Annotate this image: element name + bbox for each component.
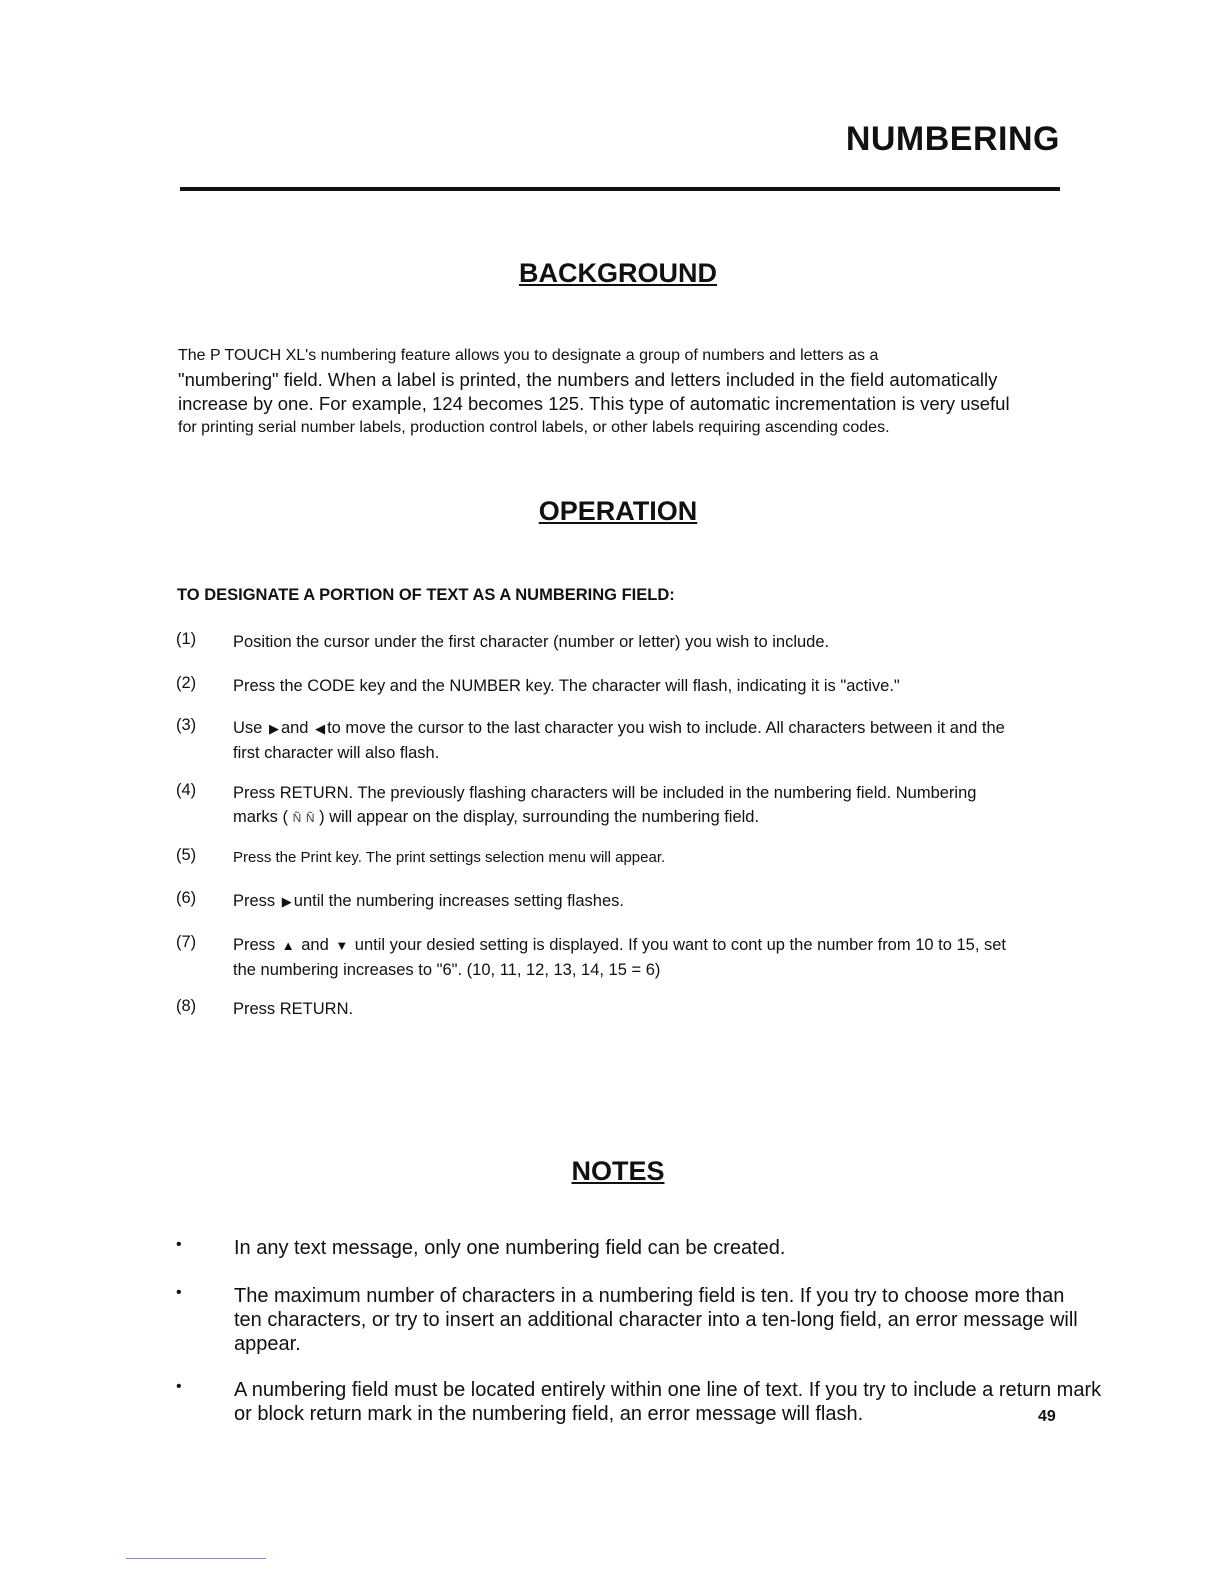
step-text-part: Press — [233, 936, 280, 954]
step-line: first character will also flash. — [233, 744, 440, 762]
note-line: or block return mark in the numbering field, an error message will flash. — [234, 1403, 864, 1425]
note-line: ten characters, or try to insert an additional character into a ten-long field, an error message will — [234, 1309, 1078, 1331]
operation-subheading: TO DESIGNATE A PORTION OF TEXT AS A NUMBERING FIELD: — [177, 586, 675, 604]
step-text — [233, 889, 1063, 914]
step-number: (6) — [176, 889, 197, 907]
background-paragraph — [178, 344, 1060, 440]
note-text — [234, 1284, 1078, 1356]
step-number: (2) — [176, 674, 197, 692]
step-text-part: until your desied setting is displayed. If you want to cont up the number from 10 to 15, set — [350, 936, 1007, 954]
step-number: (7) — [176, 933, 197, 951]
down-arrow-icon: ▼ — [335, 938, 349, 953]
step-text-part: marks ( — [233, 808, 293, 826]
operation-heading: OPERATION — [538, 496, 698, 526]
step-text-part: to move the cursor to the last character you wish to include. All characters between it and the — [327, 719, 1005, 737]
step-line — [233, 933, 1063, 958]
right-arrow-icon: ▶ — [281, 894, 292, 909]
step-text — [233, 846, 1063, 870]
step-number: (4) — [176, 781, 197, 799]
step-text-part: Press — [233, 892, 280, 910]
page-number: 49 — [1038, 1408, 1056, 1425]
step-text — [233, 997, 1063, 1021]
step-text-part: and — [280, 719, 314, 737]
title-rule — [180, 187, 1060, 191]
step-text — [233, 716, 1063, 765]
step-text-part: ) will appear on the display, surrounding the numbering field. — [314, 808, 760, 826]
numbering-mark-open-icon: Ñ — [292, 811, 302, 825]
step-line: the numbering increases to "6". (10, 11, 12, 13, 14, 15 = 6) — [233, 961, 661, 979]
step-text-part: Use — [233, 719, 267, 737]
step-line: Press RETURN. The previously flashing characters will be included in the numbering field. Numbering — [233, 784, 977, 802]
note-line: A numbering field must be located entirely within one line of text. If you try to include a return mark — [234, 1379, 1102, 1401]
bullet: • — [176, 1284, 182, 1301]
step-number: (1) — [176, 630, 197, 648]
step-line: Position the cursor under the first character (number or letter) you wish to include. — [233, 633, 830, 651]
paragraph-line: "numbering" field. When a label is printed, the numbers and letters included in the field automatically — [178, 369, 998, 390]
note-line: In any text message, only one numbering field can be created. — [234, 1237, 786, 1259]
step-text — [233, 781, 1063, 830]
step-text — [233, 674, 1063, 698]
left-arrow-icon: ◀ — [315, 721, 326, 736]
up-arrow-icon: ▲ — [281, 938, 295, 953]
step-number: (5) — [176, 846, 197, 864]
notes-heading: NOTES — [571, 1156, 665, 1186]
bullet: • — [176, 1378, 182, 1395]
step-number: (8) — [176, 997, 197, 1015]
step-line — [233, 805, 1063, 830]
paragraph-line: increase by one. For example, 124 becomes 125. This type of automatic incrementation is very useful — [178, 393, 1010, 414]
note-line: appear. — [234, 1333, 301, 1355]
step-text-part: until the numbering increases setting flashes. — [293, 892, 624, 910]
footer-rule — [126, 1558, 266, 1559]
step-line — [233, 889, 1063, 914]
page-title: NUMBERING — [845, 120, 1060, 158]
step-line: Press the CODE key and the NUMBER key. The character will flash, indicating it is "active." — [233, 677, 900, 695]
step-text — [233, 630, 1063, 654]
step-line: Press RETURN. — [233, 1000, 354, 1018]
step-line: Press the Print key. The print settings selection menu will appear. — [233, 849, 666, 866]
note-line: The maximum number of characters in a numbering field is ten. If you try to choose more than — [234, 1285, 1065, 1307]
step-number: (3) — [176, 716, 197, 734]
paragraph-line: The P TOUCH XL's numbering feature allows you to designate a group of numbers and letters as a — [178, 347, 879, 364]
background-heading: BACKGROUND — [519, 258, 717, 288]
note-text — [234, 1378, 1102, 1426]
right-arrow-icon: ▶ — [268, 721, 279, 736]
bullet: • — [176, 1236, 182, 1253]
numbering-mark-close-icon: Ñ — [305, 811, 315, 825]
step-text — [233, 933, 1063, 982]
step-line — [233, 716, 1063, 741]
paragraph-line: for printing serial number labels, production control labels, or other labels requiring ascending codes. — [178, 419, 890, 436]
step-text-part: and — [296, 936, 334, 954]
note-text — [234, 1236, 1064, 1260]
